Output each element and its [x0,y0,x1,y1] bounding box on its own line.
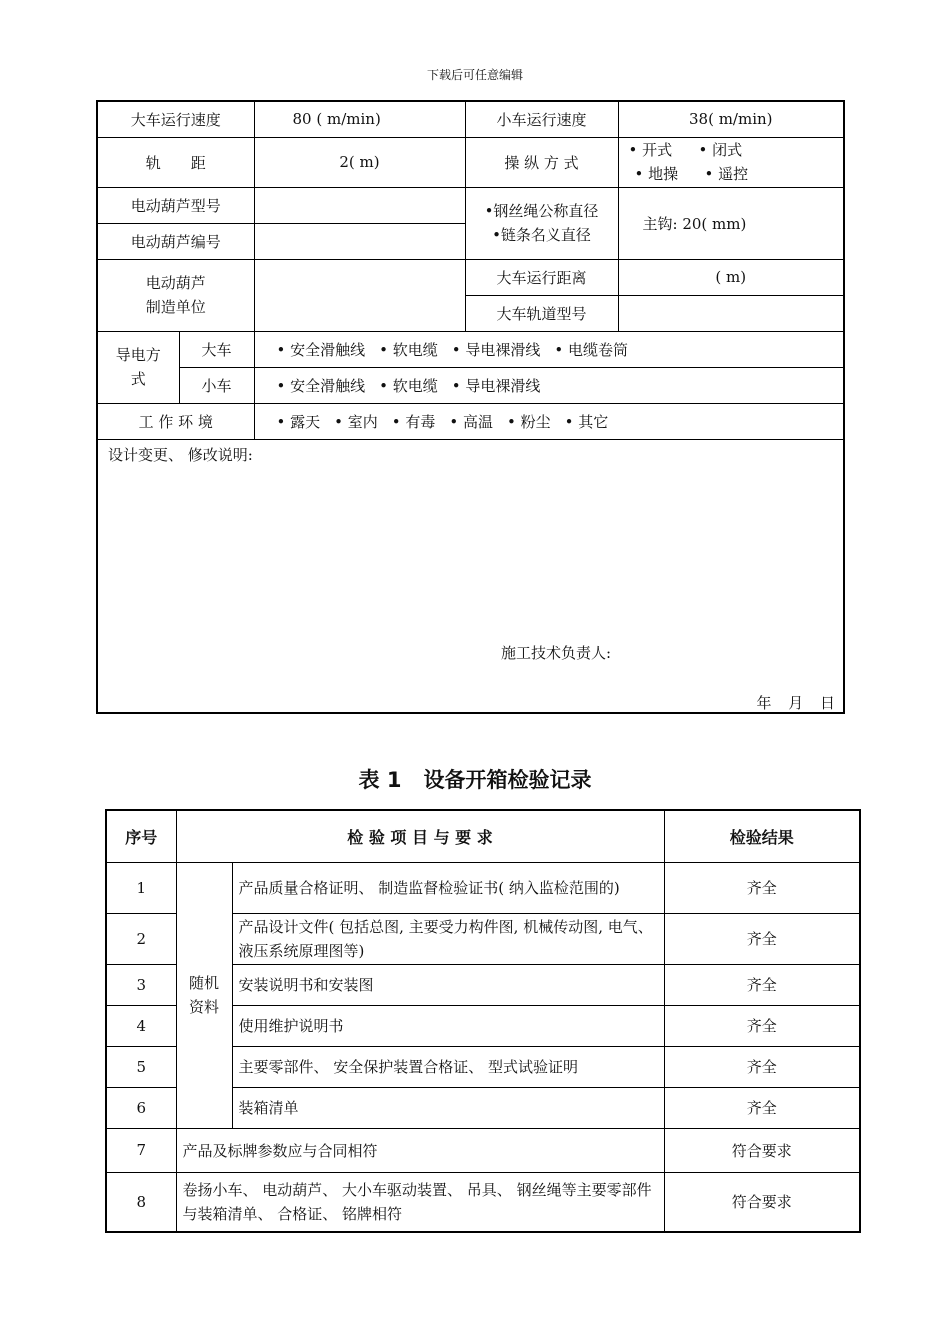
hoist-maker-label [97,259,254,331]
table-row [106,862,860,913]
group-label-line2: 资料 [188,998,219,1016]
power-small-option: • 软电缆 [379,376,438,395]
big-distance-value: ( m) [618,259,844,295]
env-option: • 露天 [276,412,321,431]
group-label [176,862,232,1128]
big-speed-value: 80 ( m/min) [254,101,465,137]
env-option: • 其它 [564,412,609,431]
power-big-option: • 电缆卷筒 [554,340,629,359]
power-mode-label [97,331,179,403]
row-no: 7 [106,1128,176,1172]
row-no: 5 [106,1046,176,1087]
big-speed-label: 大车运行速度 [97,101,254,137]
row-no: 6 [106,1087,176,1128]
table-title [0,764,950,794]
row-result: 齐全 [664,964,860,1005]
small-speed-label: 小车运行速度 [465,101,618,137]
control-option-ground: • 地操 [634,165,679,183]
design-change-label: 设计变更、 修改说明: [108,445,253,464]
row-result: 齐全 [664,1087,860,1128]
row-no: 3 [106,964,176,1005]
unpacking-inspection-table [105,809,861,1233]
control-option-remote: • 遥控 [704,165,749,183]
hoist-maker-label-line1: 电动葫芦 [145,274,206,292]
group-label-line1: 随机 [188,974,219,992]
row-result: 齐全 [664,913,860,964]
row-item: 安装说明书和安装图 [232,964,664,1005]
row-no: 8 [106,1172,176,1232]
crane-parameters-table [96,100,845,714]
hoist-model-label: 电动葫芦型号 [97,187,254,223]
control-label: 操 纵 方 式 [465,137,618,187]
power-mode-label-line2: 式 [130,370,146,388]
env-option: • 有毒 [391,412,436,431]
power-big-option: • 软电缆 [379,340,438,359]
hoist-model-value [254,187,465,223]
row-result: 符合要求 [664,1172,860,1232]
rope-chain-label [465,187,618,259]
control-option-open: • 开式 [628,141,673,159]
header-no: 序号 [106,810,176,862]
main-hook-value: 主钩: 20( mm) [618,187,844,259]
control-option-closed: • 闭式 [698,141,743,159]
big-rail-value [618,295,844,331]
tech-lead-signature-label: 施工技术负责人: [501,643,612,662]
signature-date: 年 月 日 [756,693,836,712]
row-item: 装箱清单 [232,1087,664,1128]
power-big-option: • 安全滑触线 [276,340,366,359]
big-rail-label: 大车轨道型号 [465,295,618,331]
gauge-value: 2( m) [254,137,465,187]
table-number: 表 1 [358,768,402,792]
row-item: 使用维护说明书 [232,1005,664,1046]
chain-diameter-label: •链条名义直径 [492,226,591,244]
design-change-section [97,439,844,713]
row-result: 齐全 [664,862,860,913]
env-option: • 高温 [449,412,494,431]
power-small-options [254,367,844,403]
row-result: 齐全 [664,1005,860,1046]
row-no: 1 [106,862,176,913]
row-item: 产品质量合格证明、 制造监督检验证书( 纳入监检范围的) [232,862,664,913]
header-note: 下载后可任意编辑 [426,68,523,82]
power-big-options [254,331,844,367]
big-distance-label: 大车运行距离 [465,259,618,295]
small-speed-value: 38( m/min) [618,101,844,137]
power-small-label: 小车 [179,367,254,403]
row-item: 产品及标牌参数应与合同相符 [176,1128,664,1172]
table-row [106,1172,860,1232]
hoist-serial-label: 电动葫芦编号 [97,223,254,259]
env-option: • 室内 [334,412,378,431]
table-name: 设备开箱检验记录 [423,768,592,792]
table-row [106,1128,860,1172]
rope-diameter-label: •钢丝绳公称直径 [484,202,599,220]
header-result: 检验结果 [664,810,860,862]
row-item: 卷扬小车、 电动葫芦、 大小车驱动装置、 吊具、 钢丝绳等主要零部件与装箱清单、 合格证、 铭牌相符 [176,1172,664,1232]
env-option: • 粉尘 [507,412,551,431]
power-big-label: 大车 [179,331,254,367]
row-result: 符合要求 [664,1128,860,1172]
row-item: 产品设计文件( 包括总图, 主要受力构件图, 机械传动图, 电气、 液压系统原理图等) [232,913,664,964]
header-item: 检 验 项 目 与 要 求 [176,810,664,862]
hoist-serial-value [254,223,465,259]
env-label: 工 作 环 境 [97,403,254,439]
power-big-option: • 导电裸滑线 [451,340,541,359]
control-options [618,137,844,187]
power-mode-label-line1: 导电方 [115,346,161,364]
power-small-option: • 导电裸滑线 [451,376,541,395]
gauge-label: 轨 距 [97,137,254,187]
hoist-maker-label-line2: 制造单位 [145,298,206,316]
row-no: 4 [106,1005,176,1046]
row-item: 主要零部件、 安全保护装置合格证、 型式试验证明 [232,1046,664,1087]
power-small-option: • 安全滑触线 [276,376,366,395]
hoist-maker-value [254,259,465,331]
row-no: 2 [106,913,176,964]
env-options [254,403,844,439]
row-result: 齐全 [664,1046,860,1087]
